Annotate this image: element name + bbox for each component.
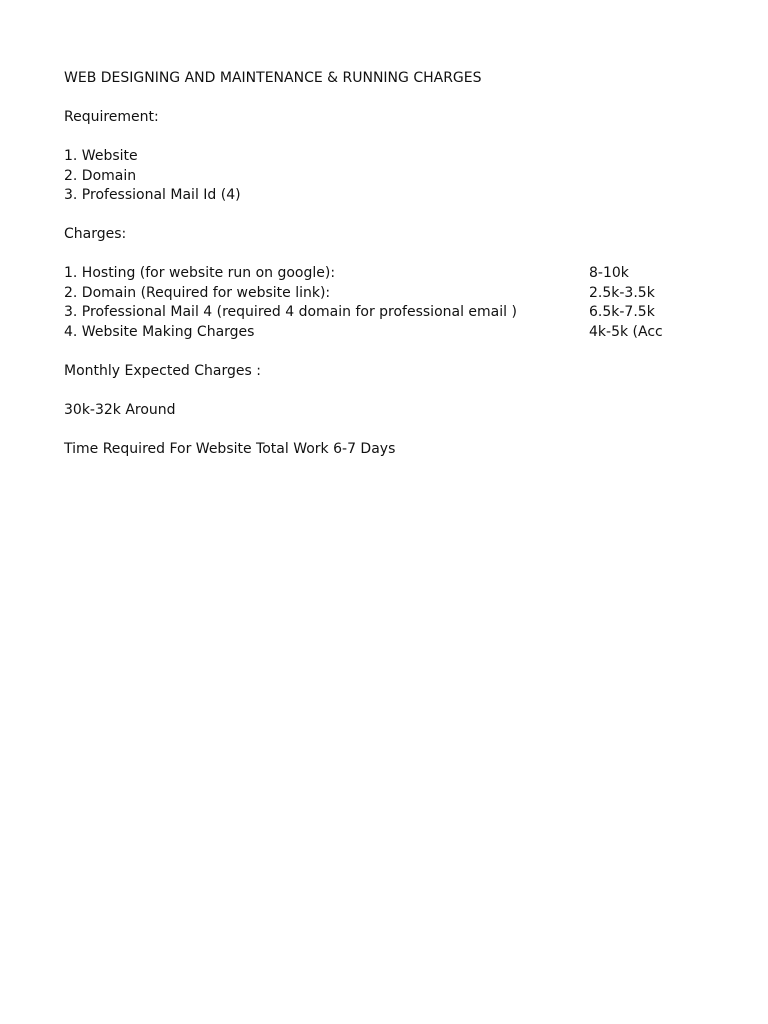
charge-row-domain [64,284,664,304]
charge-row-mail [64,303,664,323]
time-required: Time Required For Website Total Work 6-7 Days [64,440,396,457]
monthly-heading: Monthly Expected Charges : [64,362,261,379]
document-body [64,69,664,459]
charges-heading: Charges: [64,226,127,242]
spacer [64,89,664,109]
spacer [64,245,664,265]
requirement-heading: Requirement: [64,109,159,125]
charge-label: 4. Website Making Charges [64,323,255,340]
spacer [64,342,664,362]
spacer [64,381,664,401]
charge-label: 2. Domain (Required for website link): [64,284,331,301]
requirement-item-website: 1. Website [64,148,138,164]
charge-label: 3. Professional Mail 4 (required 4 domain for professional email ) [64,304,517,320]
requirement-item-mail: 3. Professional Mail Id (4) [64,187,241,203]
monthly-value: 30k-32k Around [64,401,176,418]
charge-row-hosting [64,264,664,284]
charge-value: 8-10k [589,265,629,281]
spacer [64,128,664,148]
spacer [64,206,664,226]
charge-value: 6.5k-7.5k [589,304,655,320]
charges-table [64,264,664,342]
requirement-list [64,147,664,206]
requirement-item-domain: 2. Domain [64,167,137,184]
spacer [64,420,664,440]
charge-value: 2.5k-3.5k [589,284,655,301]
document-title: WEB DESIGNING AND MAINTENANCE & RUNNING CHARGES [64,70,482,86]
charge-label: 1. Hosting (for website run on google): [64,265,336,281]
charge-value: 4k-5k (Acc [589,323,663,340]
charge-row-website-making [64,323,664,343]
